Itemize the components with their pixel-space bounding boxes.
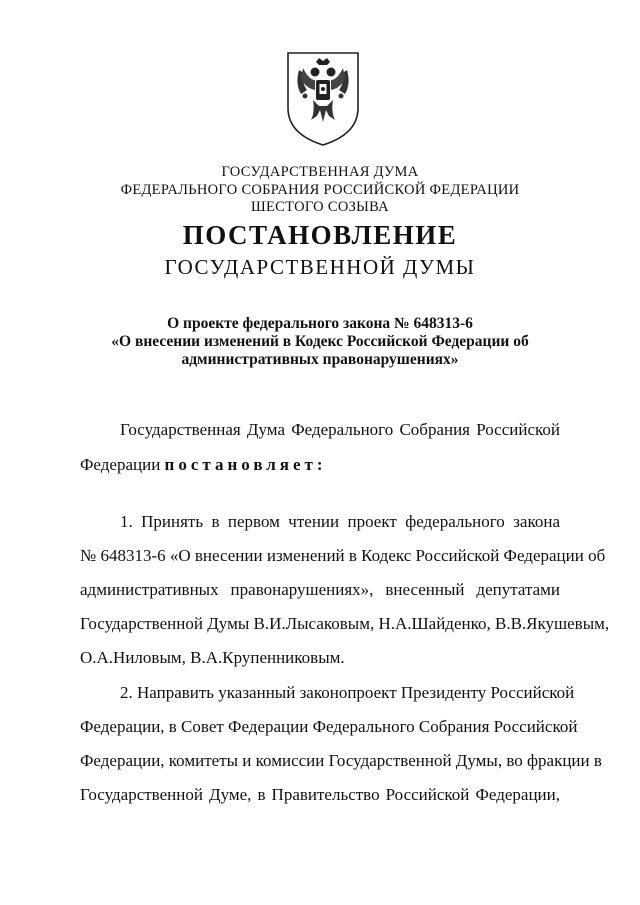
paragraph-2-line: Государственной Думе, в Правительство Российской Федерации, [80,785,560,804]
paragraph-1-line: № 648313-6 «О внесении изменений в Кодекс Российской Федерации об [80,546,606,565]
subject-line-1: О проекте федерального закона № 648313-6 [167,315,473,332]
resolves-keyword: постановляет: [164,455,327,474]
org-line-duma: ГОСУДАРСТВЕННАЯ ДУМА [221,164,419,180]
paragraph-2-line: Федерации, комитеты и комиссии Государственной Думы, во фракции в [80,751,602,770]
document-subtitle: ГОСУДАРСТВЕННОЙ ДУМЫ [164,255,476,279]
subject-line-3: административных правонарушениях» [181,351,459,368]
russian-double-headed-eagle-emblem-icon [285,50,361,148]
paragraph-1-line: Государственной Думы В.И.Лысаковым, Н.А.Шайденко, В.В.Якушевым, [80,614,610,633]
org-line-convocation: ШЕСТОГО СОЗЫВА [251,199,389,215]
intro-line-2-start: Федерации [80,455,161,474]
paragraph-2-line: Федерации, в Совет Федерации Федерального Собрания Российской [80,717,578,736]
paragraph-1-line: административных правонарушениях», внесенный депутатами [80,580,560,599]
document-type-title: ПОСТАНОВЛЕНИЕ [182,220,458,250]
paragraph-1-line: О.А.Ниловым, В.А.Крупенниковым. [80,648,345,667]
intro-line-2 [80,455,560,475]
paragraph-2-line: 2. Направить указанный законопроект Президенту Российской [120,683,575,702]
paragraph-1-line: 1. Принять в первом чтении проект федерального закона [120,512,560,531]
subject-line-2: «О внесении изменений в Кодекс Российской Федерации об [111,333,529,350]
org-line-federal-assembly: ФЕДЕРАЛЬНОГО СОБРАНИЯ РОССИЙСКОЙ ФЕДЕРАЦИИ [120,182,520,198]
intro-line-1: Государственная Дума Федерального Собрания Российской [120,420,560,439]
